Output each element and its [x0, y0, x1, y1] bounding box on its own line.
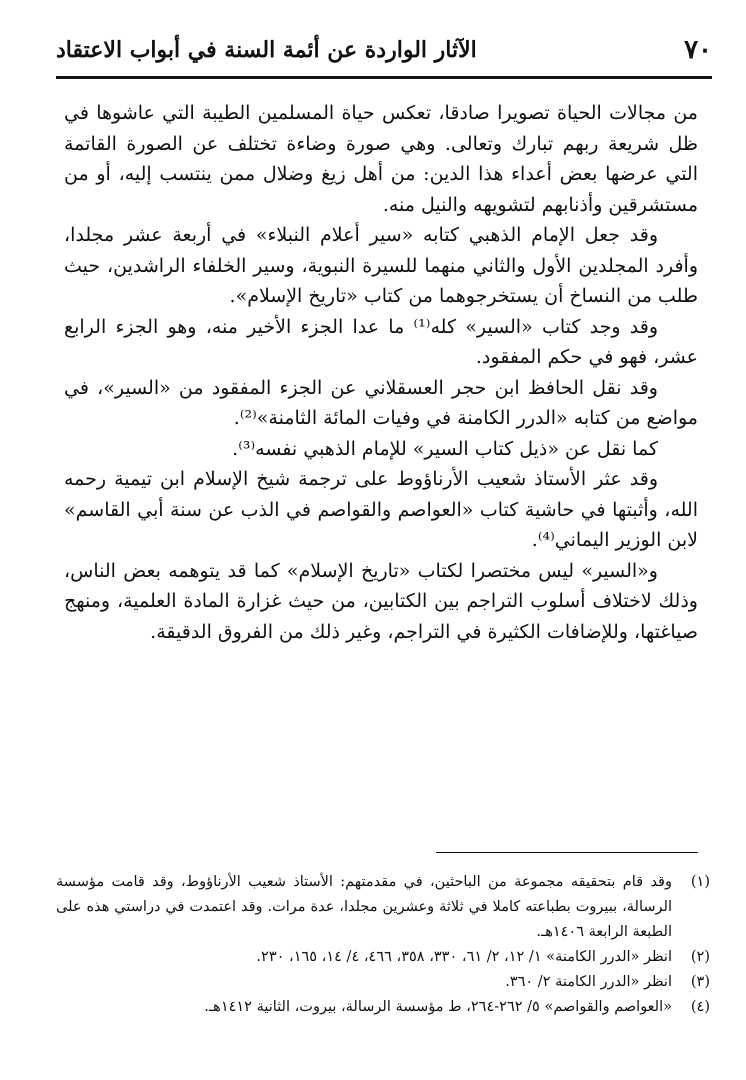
footnote-number: (٢)	[690, 949, 710, 965]
footnote-divider	[436, 852, 698, 853]
header-divider	[56, 76, 712, 79]
footnote	[56, 995, 710, 1020]
footnote	[56, 870, 710, 945]
footnote-text: «العواصم والقواصم» ٥/ ٢٦٢-٢٦٤، ط مؤسسة الرسالة، بيروت، الثانية ١٤١٢هـ.	[204, 999, 672, 1015]
paragraph: من مجالات الحياة تصويرا صادقا، تعكس حياة المسلمين الطيبة التي عاشوها في ظل شريعة ربهم تبارك وتعالى. وهي صورة وضاءة تختلف عن الصورة القاتمة التي عرضها بعض أعداء هذا الدين: من أهل زيغ وضلال ممن ينتسب إليه، أو من مستشرقين وأذنابهم لتشويهه والنيل منه.	[64, 102, 698, 216]
paragraph: كما نقل عن «ذيل كتاب السير» للإمام الذهبي نفسه⁽³⁾.	[232, 437, 658, 460]
page-number: ٧٠	[684, 35, 712, 65]
paragraph: وقد جعل الإمام الذهبي كتابه «سير أعلام النبلاء» في أربعة عشر مجلدا، وأفرد المجلدين الأول والثاني منهما للسيرة النبوية، وسير الخلفاء الراشدين، حيث طلب من النساخ أن يستخرجوهما من كتاب «تاريخ الإسلام».	[64, 224, 698, 307]
paragraph: وقد وجد كتاب «السير» كله⁽¹⁾ ما عدا الجزء الأخير منه، وهو الجزء الرابع عشر، فهو في حكم المفقود.	[64, 315, 698, 368]
footnote-text: وقد قام بتحقيقه مجموعة من الباحثين، في مقدمتهم: الأستاذ شعيب الأرناؤوط، وقد قامت مؤسسة الرسالة، ببيروت بطباعته كاملا في ثلاثة وعشرين مجلدا، عدة مرات. وقد اعتمدت في دراستي هذه على الطبعة الرابعة ١٤٠٦هـ.	[56, 874, 672, 940]
page-header	[56, 28, 712, 72]
running-title: الآثار الواردة عن أئمة السنة في أبواب الاعتقاد	[56, 37, 477, 63]
footnotes	[56, 870, 710, 1020]
footnote	[56, 970, 710, 995]
footnote	[56, 945, 710, 970]
footnote-text: انظر «الدرر الكامنة ٢/ ٣٦٠.	[505, 974, 672, 990]
body-text	[64, 98, 698, 647]
footnote-number: (٤)	[690, 999, 710, 1015]
paragraph: وقد عثر الأستاذ شعيب الأرناؤوط على ترجمة شيخ الإسلام ابن تيمية رحمه الله، وأثبتها في حاشية كتاب «العواصم والقواصم في الذب عن سنة أبي القاسم» لابن الوزير اليماني⁽⁴⁾.	[64, 468, 698, 551]
footnote-number: (١)	[690, 874, 710, 890]
paragraph: و«السير» ليس مختصرا لكتاب «تاريخ الإسلام» كما قد يتوهمه بعض الناس، وذلك لاختلاف أسلوب التراجم بين الكتابين، من حيث غزارة المادة العلمية، ومنهج صياغتها، وللإضافات الكثيرة في التراجم، وغير ذلك من الفروق الدقيقة.	[64, 559, 698, 643]
footnote-text: انظر «الدرر الكامنة» ١/ ١٢، ٢/ ٦١، ٣٣٠، ٣٥٨، ٤٦٦، ٤/ ١٤، ١٦٥، ٢٣٠.	[256, 949, 672, 965]
paragraph: وقد نقل الحافظ ابن حجر العسقلاني عن الجزء المفقود من «السير»، في مواضع من كتابه «الدرر الكامنة في وفيات المائة الثامنة»⁽²⁾.	[64, 376, 698, 429]
footnote-number: (٣)	[690, 974, 710, 990]
